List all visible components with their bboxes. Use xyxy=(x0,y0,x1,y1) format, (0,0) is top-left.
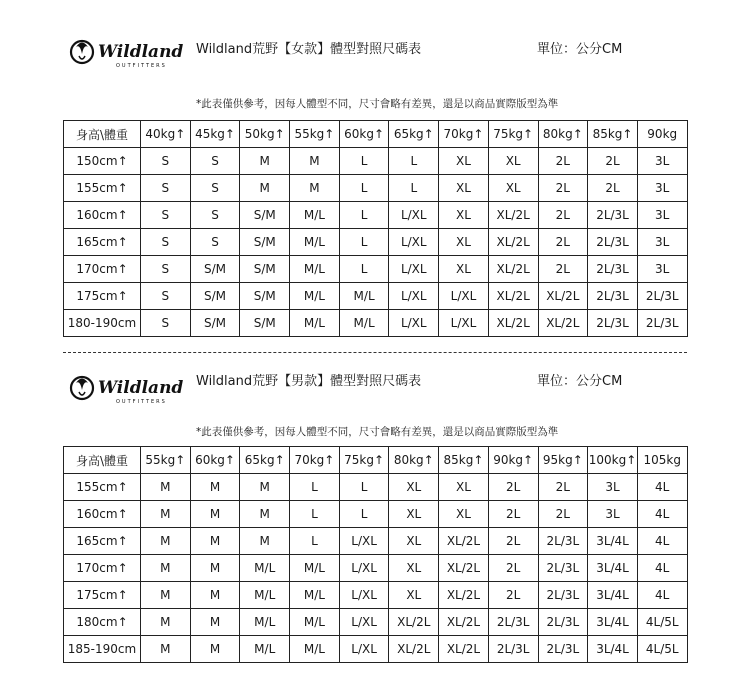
size-cell: 4L xyxy=(637,555,687,582)
weight-header-cell: 85kg↑ xyxy=(439,447,489,474)
size-cell: 2L xyxy=(588,175,638,202)
weight-header-cell: 65kg↑ xyxy=(389,121,439,148)
size-cell: 3L/4L xyxy=(588,528,638,555)
size-cell: M xyxy=(190,582,240,609)
size-cell: XL/2L xyxy=(439,555,489,582)
size-cell: 3L/4L xyxy=(588,609,638,636)
size-cell: M/L xyxy=(290,202,340,229)
size-cell: 2L xyxy=(488,474,538,501)
size-cell: L/XL xyxy=(439,283,489,310)
size-cell: XL/2L xyxy=(439,582,489,609)
size-cell: 2L/3L xyxy=(488,609,538,636)
size-cell: 3L/4L xyxy=(588,582,638,609)
size-cell: S xyxy=(141,256,191,283)
table-row xyxy=(64,474,688,501)
size-cell: 2L xyxy=(488,555,538,582)
size-cell: S/M xyxy=(240,229,290,256)
size-cell: XL xyxy=(439,175,489,202)
height-cell: 165cm↑ xyxy=(64,528,141,555)
size-cell: S xyxy=(141,310,191,337)
size-cell: 3L/4L xyxy=(588,636,638,663)
size-cell: M xyxy=(141,501,191,528)
weight-header-cell: 65kg↑ xyxy=(240,447,290,474)
size-cell: XL xyxy=(389,528,439,555)
size-cell: XL/2L xyxy=(488,310,538,337)
size-cell: L xyxy=(290,528,340,555)
size-cell: 2L xyxy=(488,501,538,528)
size-cell: L/XL xyxy=(389,283,439,310)
size-cell: L/XL xyxy=(339,582,389,609)
weight-header-cell: 90kg↑ xyxy=(488,447,538,474)
header-row xyxy=(64,447,688,474)
size-cell: 2L xyxy=(538,202,588,229)
size-cell: 2L xyxy=(488,528,538,555)
brand-subtext: OUTFITTERS xyxy=(116,63,167,69)
size-cell: 2L xyxy=(588,148,638,175)
size-cell: M/L xyxy=(290,283,340,310)
women-disclaimer: *此表僅供參考，因每人體型不同，尺寸會略有差異，還是以商品實際版型為準 xyxy=(196,98,559,110)
size-cell: 4L/5L xyxy=(637,636,687,663)
weight-header-cell: 60kg↑ xyxy=(190,447,240,474)
size-cell: L xyxy=(339,501,389,528)
size-cell: S xyxy=(141,229,191,256)
size-cell: S xyxy=(141,175,191,202)
size-cell: M xyxy=(141,474,191,501)
brand-wordmark: Wildland xyxy=(98,42,184,62)
weight-header-cell: 70kg↑ xyxy=(290,447,340,474)
table-row xyxy=(64,202,688,229)
table-row xyxy=(64,283,688,310)
size-cell: XL xyxy=(389,474,439,501)
size-cell: L/XL xyxy=(389,229,439,256)
weight-header-cell: 75kg↑ xyxy=(339,447,389,474)
women-size-table xyxy=(63,120,688,337)
size-cell: L xyxy=(339,256,389,283)
size-cell: S xyxy=(141,202,191,229)
height-cell: 180-190cm xyxy=(64,310,141,337)
size-cell: M xyxy=(240,148,290,175)
size-cell: 3L xyxy=(588,474,638,501)
men-size-table xyxy=(63,446,688,663)
size-cell: 2L/3L xyxy=(588,310,638,337)
height-cell: 170cm↑ xyxy=(64,555,141,582)
weight-header-cell: 100kg↑ xyxy=(588,447,638,474)
size-cell: L/XL xyxy=(339,609,389,636)
men-unit-label: 單位：公分CM xyxy=(537,374,623,389)
size-cell: 2L/3L xyxy=(637,283,687,310)
women-unit-label: 單位：公分CM xyxy=(537,42,623,57)
size-cell: 3L/4L xyxy=(588,555,638,582)
size-cell: M xyxy=(190,609,240,636)
size-cell: 4L xyxy=(637,582,687,609)
height-cell: 160cm↑ xyxy=(64,202,141,229)
size-cell: XL xyxy=(439,202,489,229)
size-cell: 2L/3L xyxy=(538,555,588,582)
size-cell: XL xyxy=(439,501,489,528)
size-cell: 4L xyxy=(637,528,687,555)
size-cell: XL/2L xyxy=(439,636,489,663)
table-row xyxy=(64,175,688,202)
size-cell: XL xyxy=(488,175,538,202)
women-chart-title: Wildland荒野【女款】體型對照尺碼表 xyxy=(196,42,422,57)
size-cell: XL/2L xyxy=(389,636,439,663)
size-cell: 3L xyxy=(637,175,687,202)
size-cell: M/L xyxy=(290,555,340,582)
weight-header-cell: 70kg↑ xyxy=(439,121,489,148)
corner-header-cell: 身高\體重 xyxy=(64,447,141,474)
size-cell: M/L xyxy=(290,582,340,609)
size-cell: S/M xyxy=(240,283,290,310)
size-cell: 2L xyxy=(488,582,538,609)
size-cell: M xyxy=(141,528,191,555)
size-cell: M xyxy=(141,582,191,609)
size-cell: 2L/3L xyxy=(538,582,588,609)
size-cell: M xyxy=(240,474,290,501)
size-cell: L xyxy=(290,474,340,501)
height-cell: 155cm↑ xyxy=(64,175,141,202)
size-cell: S/M xyxy=(240,256,290,283)
size-cell: M/L xyxy=(240,609,290,636)
height-cell: 155cm↑ xyxy=(64,474,141,501)
size-cell: 3L xyxy=(588,501,638,528)
weight-header-cell: 85kg↑ xyxy=(588,121,638,148)
size-cell: M/L xyxy=(240,582,290,609)
table-row xyxy=(64,582,688,609)
size-cell: M xyxy=(290,148,340,175)
height-cell: 170cm↑ xyxy=(64,256,141,283)
men-chart-title: Wildland荒野【男款】體型對照尺碼表 xyxy=(196,374,422,389)
size-cell: M xyxy=(240,175,290,202)
size-cell: L xyxy=(339,202,389,229)
brand-wordmark: Wildland xyxy=(98,378,184,398)
wildland-logo xyxy=(68,32,188,72)
height-cell: 165cm↑ xyxy=(64,229,141,256)
wildland-logo-mark xyxy=(68,32,188,72)
wildland-logo-mark xyxy=(68,368,188,408)
size-cell: 2L xyxy=(538,256,588,283)
size-cell: XL xyxy=(488,148,538,175)
size-cell: M/L xyxy=(290,256,340,283)
size-cell: XL xyxy=(439,256,489,283)
size-cell: L xyxy=(339,229,389,256)
size-cell: M xyxy=(190,528,240,555)
size-cell: XL xyxy=(389,582,439,609)
table-row xyxy=(64,310,688,337)
size-cell: L xyxy=(339,474,389,501)
table-row xyxy=(64,501,688,528)
size-cell: M xyxy=(141,555,191,582)
size-cell: S xyxy=(190,202,240,229)
height-cell: 175cm↑ xyxy=(64,582,141,609)
size-cell: 4L/5L xyxy=(637,609,687,636)
height-cell: 185-190cm xyxy=(64,636,141,663)
table-row xyxy=(64,528,688,555)
size-cell: S/M xyxy=(190,283,240,310)
size-cell: 3L xyxy=(637,256,687,283)
size-cell: 2L/3L xyxy=(538,609,588,636)
section-divider xyxy=(63,352,687,353)
size-cell: 2L xyxy=(538,474,588,501)
table-row xyxy=(64,636,688,663)
size-cell: 2L/3L xyxy=(637,310,687,337)
size-cell: S xyxy=(190,229,240,256)
size-cell: XL/2L xyxy=(538,310,588,337)
size-cell: L/XL xyxy=(389,310,439,337)
size-cell: M/L xyxy=(339,310,389,337)
size-cell: M xyxy=(190,636,240,663)
size-cell: S/M xyxy=(190,310,240,337)
size-cell: M/L xyxy=(290,229,340,256)
size-cell: L xyxy=(339,175,389,202)
weight-header-cell: 90kg xyxy=(637,121,687,148)
size-cell: M xyxy=(240,528,290,555)
size-cell: S xyxy=(190,148,240,175)
size-cell: L/XL xyxy=(389,256,439,283)
weight-header-cell: 80kg↑ xyxy=(538,121,588,148)
size-cell: M/L xyxy=(240,555,290,582)
height-cell: 150cm↑ xyxy=(64,148,141,175)
table-row xyxy=(64,609,688,636)
size-cell: L xyxy=(339,148,389,175)
size-cell: M xyxy=(190,501,240,528)
size-cell: S/M xyxy=(190,256,240,283)
size-cell: 2L/3L xyxy=(588,202,638,229)
size-cell: L/XL xyxy=(339,636,389,663)
weight-header-cell: 50kg↑ xyxy=(240,121,290,148)
size-cell: 2L/3L xyxy=(538,528,588,555)
size-cell: XL/2L xyxy=(538,283,588,310)
size-cell: L/XL xyxy=(439,310,489,337)
size-cell: S xyxy=(141,283,191,310)
size-cell: XL/2L xyxy=(389,609,439,636)
size-cell: M xyxy=(141,636,191,663)
size-cell: 2L xyxy=(538,148,588,175)
size-cell: M/L xyxy=(339,283,389,310)
weight-header-cell: 55kg↑ xyxy=(141,447,191,474)
weight-header-cell: 95kg↑ xyxy=(538,447,588,474)
table-row xyxy=(64,256,688,283)
size-cell: XL xyxy=(439,229,489,256)
size-cell: M xyxy=(190,474,240,501)
size-cell: 2L/3L xyxy=(588,229,638,256)
height-cell: 175cm↑ xyxy=(64,283,141,310)
size-cell: 3L xyxy=(637,202,687,229)
size-cell: M xyxy=(141,609,191,636)
height-cell: 180cm↑ xyxy=(64,609,141,636)
brand-subtext: OUTFITTERS xyxy=(116,399,167,405)
size-cell: XL/2L xyxy=(439,528,489,555)
table-row xyxy=(64,229,688,256)
weight-header-cell: 40kg↑ xyxy=(141,121,191,148)
size-cell: 4L xyxy=(637,501,687,528)
size-cell: M/L xyxy=(290,636,340,663)
size-cell: L xyxy=(290,501,340,528)
wildland-logo xyxy=(68,368,188,408)
size-cell: M/L xyxy=(290,609,340,636)
size-cell: L xyxy=(389,175,439,202)
size-cell: L/XL xyxy=(339,528,389,555)
table-row xyxy=(64,555,688,582)
weight-header-cell: 60kg↑ xyxy=(339,121,389,148)
size-cell: XL/2L xyxy=(488,229,538,256)
men-disclaimer: *此表僅供參考，因每人體型不同，尺寸會略有差異，還是以商品實際版型為準 xyxy=(196,426,559,438)
size-cell: XL/2L xyxy=(439,609,489,636)
size-cell: S xyxy=(141,148,191,175)
table-row xyxy=(64,148,688,175)
size-cell: XL xyxy=(389,555,439,582)
size-cell: L/XL xyxy=(389,202,439,229)
size-cell: XL/2L xyxy=(488,202,538,229)
size-cell: 2L/3L xyxy=(538,636,588,663)
size-cell: 2L/3L xyxy=(588,256,638,283)
size-cell: 2L xyxy=(538,175,588,202)
size-cell: 2L xyxy=(538,229,588,256)
size-cell: S/M xyxy=(240,310,290,337)
height-cell: 160cm↑ xyxy=(64,501,141,528)
weight-header-cell: 45kg↑ xyxy=(190,121,240,148)
size-cell: 4L xyxy=(637,474,687,501)
corner-header-cell: 身高\體重 xyxy=(64,121,141,148)
size-cell: M/L xyxy=(290,310,340,337)
weight-header-cell: 55kg↑ xyxy=(290,121,340,148)
size-cell: L/XL xyxy=(339,555,389,582)
size-cell: XL/2L xyxy=(488,283,538,310)
size-cell: M/L xyxy=(240,636,290,663)
size-cell: XL/2L xyxy=(488,256,538,283)
weight-header-cell: 75kg↑ xyxy=(488,121,538,148)
size-cell: 3L xyxy=(637,229,687,256)
size-cell: XL xyxy=(389,501,439,528)
size-cell: S xyxy=(190,175,240,202)
size-cell: 2L/3L xyxy=(488,636,538,663)
size-cell: 3L xyxy=(637,148,687,175)
header-row xyxy=(64,121,688,148)
size-cell: 2L/3L xyxy=(588,283,638,310)
size-cell: M xyxy=(190,555,240,582)
size-cell: S/M xyxy=(240,202,290,229)
weight-header-cell: 105kg xyxy=(637,447,687,474)
size-cell: M xyxy=(290,175,340,202)
size-cell: L xyxy=(389,148,439,175)
size-cell: 2L xyxy=(538,501,588,528)
size-cell: XL xyxy=(439,148,489,175)
weight-header-cell: 80kg↑ xyxy=(389,447,439,474)
size-cell: M xyxy=(240,501,290,528)
size-cell: XL xyxy=(439,474,489,501)
